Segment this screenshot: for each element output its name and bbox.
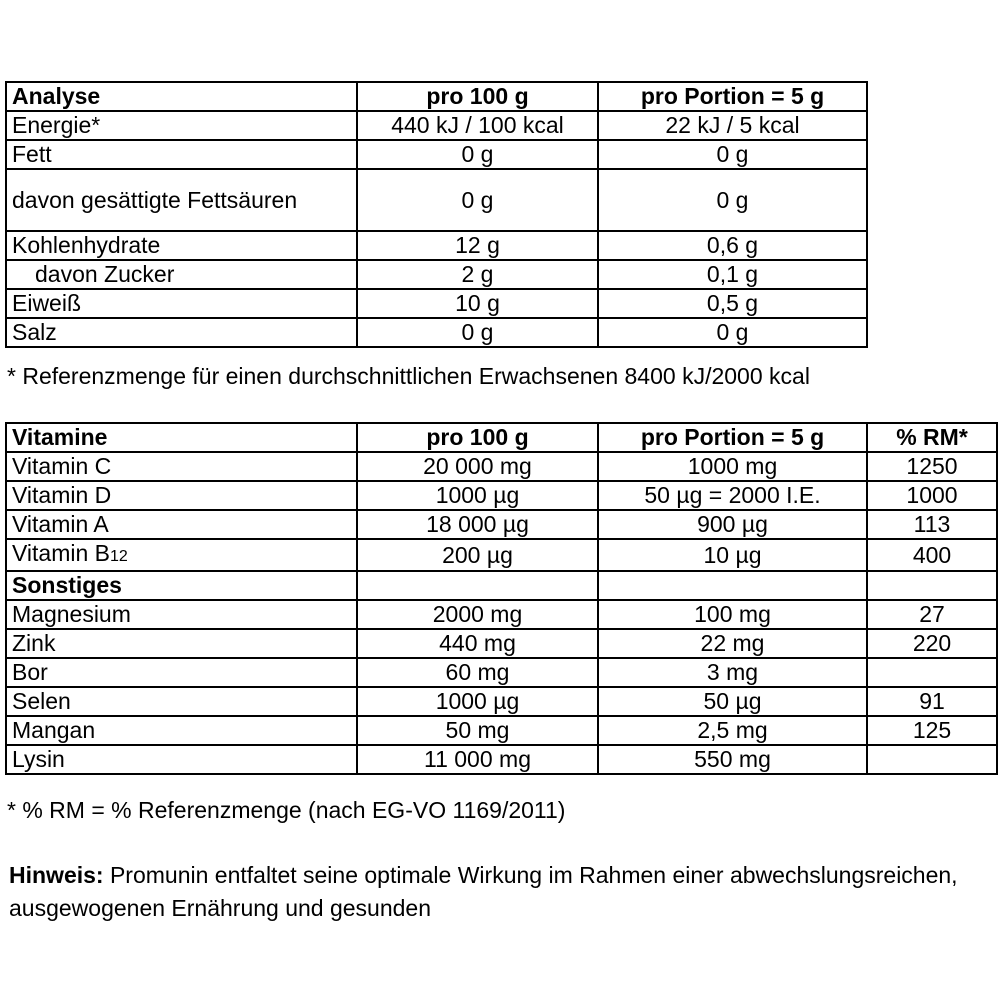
portion-cell: 3 mg bbox=[598, 658, 867, 687]
row-label: Magnesium bbox=[6, 600, 357, 629]
row-label: Lysin bbox=[6, 745, 357, 774]
portion-cell: 0 g bbox=[598, 318, 867, 347]
header-cell: Vitamine bbox=[6, 423, 357, 452]
portion-cell: 50 µg = 2000 I.E. bbox=[598, 481, 867, 510]
per100-cell: 50 mg bbox=[357, 716, 598, 745]
per100-cell: 0 g bbox=[357, 140, 598, 169]
header-cell: pro 100 g bbox=[357, 423, 598, 452]
analysis-table bbox=[5, 81, 868, 348]
vitamin-header-row bbox=[6, 423, 997, 452]
hint-label: Hinweis: bbox=[9, 862, 104, 888]
portion-cell: 550 mg bbox=[598, 745, 867, 774]
rm-cell: 1000 bbox=[867, 481, 997, 510]
table-row bbox=[6, 318, 867, 347]
empty-cell bbox=[867, 571, 997, 600]
rm-cell: 1250 bbox=[867, 452, 997, 481]
row-label-cell bbox=[6, 539, 357, 571]
portion-cell: 100 mg bbox=[598, 600, 867, 629]
table-row bbox=[6, 169, 867, 231]
rm-cell: 400 bbox=[867, 539, 997, 571]
header-cell: pro Portion = 5 g bbox=[598, 82, 867, 111]
row-label: Vitamin C bbox=[6, 452, 357, 481]
row-label: Energie* bbox=[6, 111, 357, 140]
table-row bbox=[6, 452, 997, 481]
analysis-footnote: * Referenzmenge für einen durchschnittlichen Erwachsenen 8400 kJ/2000 kcal bbox=[7, 363, 810, 389]
header-cell: Analyse bbox=[6, 82, 357, 111]
table-row bbox=[6, 140, 867, 169]
per100-cell: 60 mg bbox=[357, 658, 598, 687]
hint-paragraph bbox=[9, 859, 969, 925]
portion-cell: 900 µg bbox=[598, 510, 867, 539]
table-row bbox=[6, 260, 867, 289]
table-row bbox=[6, 600, 997, 629]
empty-cell bbox=[598, 571, 867, 600]
portion-cell: 22 kJ / 5 kcal bbox=[598, 111, 867, 140]
analysis-header-row bbox=[6, 82, 867, 111]
header-cell: % RM* bbox=[867, 423, 997, 452]
table-row bbox=[6, 481, 997, 510]
row-label-subscript: 12 bbox=[110, 548, 128, 565]
table-row bbox=[6, 510, 997, 539]
portion-cell: 0 g bbox=[598, 140, 867, 169]
table-row bbox=[6, 629, 997, 658]
section-row bbox=[6, 571, 997, 600]
per100-cell: 440 mg bbox=[357, 629, 598, 658]
row-label: Vitamin D bbox=[6, 481, 357, 510]
row-label: davon gesättigte Fettsäuren bbox=[6, 169, 357, 231]
rm-cell: 125 bbox=[867, 716, 997, 745]
rm-cell: 27 bbox=[867, 600, 997, 629]
per100-cell: 2000 mg bbox=[357, 600, 598, 629]
row-label: Bor bbox=[6, 658, 357, 687]
per100-cell: 18 000 µg bbox=[357, 510, 598, 539]
row-label: Fett bbox=[6, 140, 357, 169]
portion-cell: 0,1 g bbox=[598, 260, 867, 289]
portion-cell: 10 µg bbox=[598, 539, 867, 571]
portion-cell: 0,6 g bbox=[598, 231, 867, 260]
header-cell: pro 100 g bbox=[357, 82, 598, 111]
portion-cell: 1000 mg bbox=[598, 452, 867, 481]
per100-cell: 440 kJ / 100 kcal bbox=[357, 111, 598, 140]
row-label: Eiweiß bbox=[6, 289, 357, 318]
rm-cell: 91 bbox=[867, 687, 997, 716]
portion-cell: 2,5 mg bbox=[598, 716, 867, 745]
table-row bbox=[6, 231, 867, 260]
per100-cell: 1000 µg bbox=[357, 481, 598, 510]
hint-text: Promunin entfaltet seine optimale Wirkung im Rahmen einer abwechslungsreichen, ausgewogenen Ernährung und gesunden bbox=[9, 862, 958, 921]
per100-cell: 20 000 mg bbox=[357, 452, 598, 481]
portion-cell: 22 mg bbox=[598, 629, 867, 658]
per100-cell: 200 µg bbox=[357, 539, 598, 571]
per100-cell: 2 g bbox=[357, 260, 598, 289]
per100-cell: 0 g bbox=[357, 318, 598, 347]
per100-cell: 1000 µg bbox=[357, 687, 598, 716]
rm-cell: 220 bbox=[867, 629, 997, 658]
empty-cell bbox=[357, 571, 598, 600]
per100-cell: 10 g bbox=[357, 289, 598, 318]
table-row bbox=[6, 539, 997, 571]
rm-cell: 113 bbox=[867, 510, 997, 539]
table-row bbox=[6, 658, 997, 687]
portion-cell: 50 µg bbox=[598, 687, 867, 716]
rm-cell bbox=[867, 658, 997, 687]
per100-cell: 12 g bbox=[357, 231, 598, 260]
table-row bbox=[6, 745, 997, 774]
row-label: Selen bbox=[6, 687, 357, 716]
table-row bbox=[6, 289, 867, 318]
vitamin-footnote: * % RM = % Referenzmenge (nach EG-VO 1169/2011) bbox=[7, 797, 566, 823]
row-label: Kohlenhydrate bbox=[6, 231, 357, 260]
header-cell: pro Portion = 5 g bbox=[598, 423, 867, 452]
row-label: davon Zucker bbox=[6, 260, 357, 289]
row-label: Mangan bbox=[6, 716, 357, 745]
row-label: Zink bbox=[6, 629, 357, 658]
table-row bbox=[6, 716, 997, 745]
rm-cell bbox=[867, 745, 997, 774]
per100-cell: 11 000 mg bbox=[357, 745, 598, 774]
vitamin-table bbox=[5, 422, 998, 775]
row-label: Vitamin A bbox=[6, 510, 357, 539]
table-row bbox=[6, 687, 997, 716]
portion-cell: 0 g bbox=[598, 169, 867, 231]
per100-cell: 0 g bbox=[357, 169, 598, 231]
table-row bbox=[6, 111, 867, 140]
portion-cell: 0,5 g bbox=[598, 289, 867, 318]
row-label: Salz bbox=[6, 318, 357, 347]
row-label: Vitamin B bbox=[12, 540, 111, 566]
section-label: Sonstiges bbox=[6, 571, 357, 600]
